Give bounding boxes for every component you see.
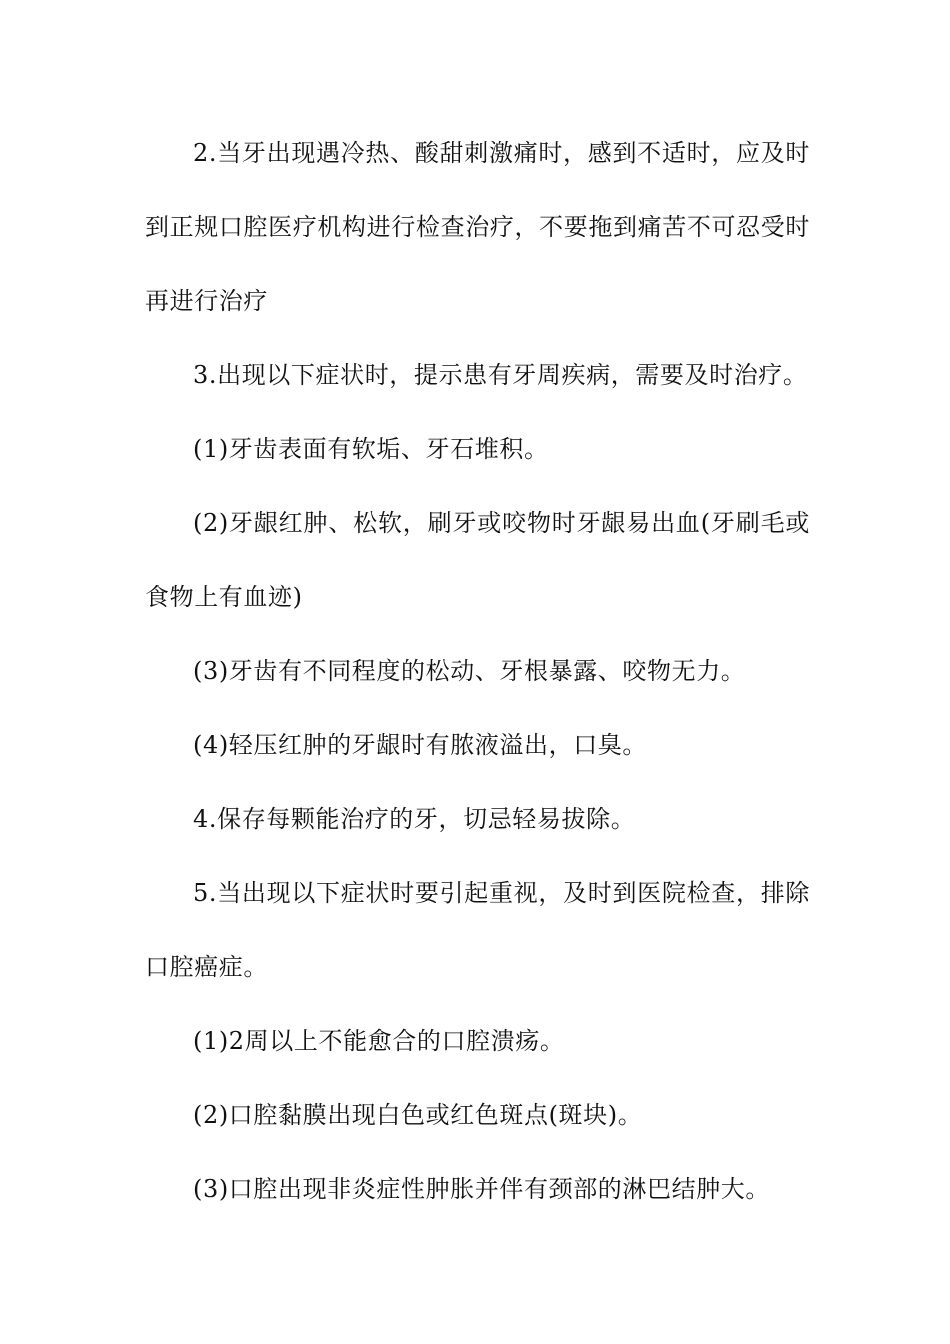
paragraph-preserve-teeth: 4.保存每颗能治疗的牙，切忌轻易拔除。 — [193, 805, 636, 833]
paragraph-soft-scale: (1)牙齿表面有软垢、牙石堆积。 — [193, 435, 549, 463]
paragraph-periodontal-symptoms: 3.出现以下症状时，提示患有牙周疾病，需要及时治疗。 — [193, 361, 808, 389]
paragraph-mucosa-spots: (2)口腔黏膜出现白色或红色斑点(斑块)。 — [193, 1101, 643, 1129]
paragraph-pus-halitosis: (4)轻压红肿的牙龈时有脓液溢出，口臭。 — [193, 731, 647, 759]
paragraph-ulcer: (1)2周以上不能愈合的口腔溃疡。 — [193, 1027, 565, 1055]
paragraph-swelling-lymph: (3)口腔出现非炎症性肿胀并伴有颈部的淋巴结肿大。 — [193, 1175, 770, 1203]
paragraph-cold-hot-sensitivity: 2.当牙出现遇冷热、酸甜刺激痛时，感到不适时，应及时到正规口腔医疗机构进行检查治疗，不要拖到痛苦不可忍受时再进行治疗 — [145, 139, 810, 315]
paragraph-oral-cancer-warning: 5.当出现以下症状时要引起重视，及时到医院检查，排除口腔癌症。 — [145, 879, 810, 981]
paragraph-gum-bleeding: (2)牙龈红肿、松软，刷牙或咬物时牙龈易出血(牙刷毛或食物上有血迹) — [145, 509, 810, 611]
paragraph-loose-teeth: (3)牙齿有不同程度的松动、牙根暴露、咬物无力。 — [193, 657, 746, 685]
